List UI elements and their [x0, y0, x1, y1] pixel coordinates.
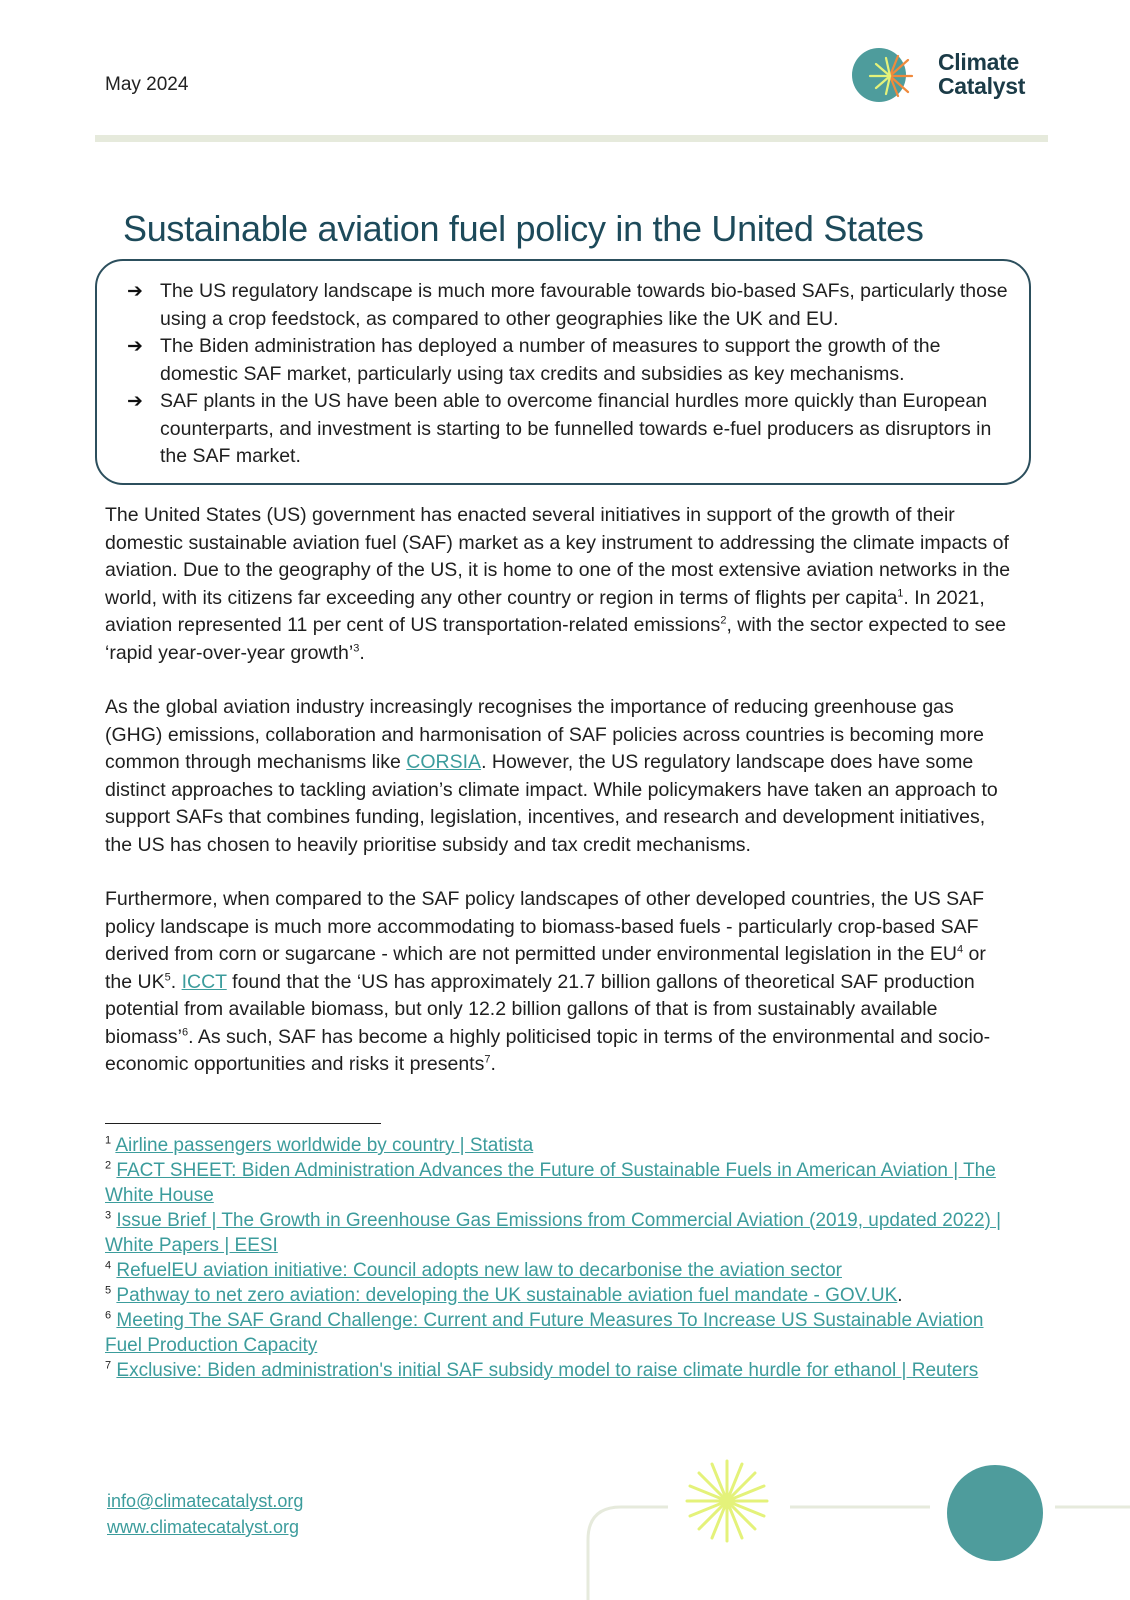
paragraph-3 — [105, 886, 1015, 1079]
footnote-item — [105, 1133, 1005, 1158]
footnote-number: 6 — [105, 1309, 112, 1322]
footnote-number: 5 — [105, 1284, 112, 1297]
paragraph-text: found that the ‘US has approximately 21.7 billion gallons of theoretical SAF production potential from available biomass, but only 12.2 billion gallons of that is from sustainably available biomass’ — [105, 970, 975, 1048]
footnote-number: 7 — [105, 1359, 112, 1372]
footnote-item — [105, 1158, 1005, 1208]
footnote-link[interactable]: Issue Brief | The Growth in Greenhouse Gas Emissions from Commercial Aviation (2019, updated 2022) | White Papers | EESI — [105, 1210, 1002, 1256]
climate-catalyst-logo — [852, 46, 1052, 104]
footnote-trail: . — [897, 1285, 903, 1306]
paragraph-text: or the UK — [105, 943, 986, 993]
footnote-ref-6: 6 — [181, 1026, 189, 1038]
paragraph-text: . — [359, 641, 365, 664]
footnote-item — [105, 1358, 1005, 1383]
footer-contact — [107, 1488, 303, 1540]
key-point-item — [127, 333, 1022, 388]
paragraph-text: The United States (US) government has enacted several initiatives in support of the growth of their domestic sustainable aviation fuel (SAF) market as a key instrument to addressing the climate impacts of aviation. Due to the geography of the US, it is home to one of the most extensive aviation networks in the world, with its citizens far exceeding any other country or region in terms of flights per capita — [105, 504, 1011, 609]
footnote-ref-4: 4 — [956, 943, 964, 956]
key-point-text: The Biden administration has deployed a number of measures to support the growth of the domestic SAF market, particularly using tax credits and subsidies as key mechanisms. — [160, 335, 941, 385]
footnote-link[interactable]: Exclusive: Biden administration's initial SAF subsidy model to raise climate hurdle for ethanol | Reuters — [116, 1360, 979, 1381]
footnote-ref-5: 5 — [164, 971, 171, 983]
footnotes — [105, 1133, 1005, 1383]
footnote-link[interactable]: Meeting The SAF Grand Challenge: Current and Future Measures To Increase US Sustainable Aviation Fuel Production Capacity — [105, 1310, 984, 1356]
footnote-number: 2 — [105, 1159, 112, 1172]
footnote-ref-2: 2 — [720, 614, 727, 627]
footer-curve-line — [588, 1507, 668, 1600]
key-point-text: The US regulatory landscape is much more favourable towards bio-based SAFs, particularly those using a crop feedstock, as compared to other geographies like the UK and EU. — [160, 280, 1008, 330]
paragraph-2 — [105, 694, 1015, 859]
paragraph-text: Furthermore, when compared to the SAF policy landscapes of other developed countries, the US SAF policy landscape is much more accommodating to biomass-based fuels - particularly crop-based SAF derived from corn or sugarcane - which are not permitted under environmental legislation in the EU — [105, 888, 985, 965]
arrow-right-icon: ➔ — [127, 281, 143, 302]
teal-circle-icon — [947, 1465, 1043, 1561]
logo-wordmark-line1: Climate — [938, 49, 1019, 75]
paragraph-text: . In 2021, aviation represented 11 per cent of US transportation-related emissions — [105, 586, 985, 636]
icct-link[interactable]: ICCT — [181, 970, 227, 993]
logo-wordmark-line2: Catalyst — [938, 73, 1026, 99]
logo-wordmark — [938, 50, 1025, 98]
footnote-item — [105, 1258, 1005, 1283]
paragraph-text: , with the sector expected to see ‘rapid year-over-year growth’ — [105, 614, 1007, 664]
arrow-right-icon: ➔ — [127, 391, 143, 412]
footnote-link[interactable]: Pathway to net zero aviation: developing the UK sustainable aviation fuel mandate - GOV.UK — [116, 1285, 898, 1306]
footnote-link[interactable]: FACT SHEET: Biden Administration Advances the Future of Sustainable Fuels in American Aviation | The White House — [105, 1160, 996, 1206]
footnote-link[interactable]: RefuelEU aviation initiative: Council adopts new law to decarbonise the aviation sector — [116, 1260, 842, 1281]
key-points-list — [127, 278, 1022, 471]
footnote-number: 4 — [105, 1259, 112, 1272]
key-points-box — [95, 259, 1031, 485]
sunburst-logo-icon — [868, 54, 916, 98]
header-rule — [95, 135, 1048, 142]
paragraph-text: . As such, SAF has become a highly politicised topic in terms of the environmental and socio-economic opportunities and risks it presents — [105, 1025, 991, 1075]
email-link[interactable]: info@climatecatalyst.org — [107, 1491, 304, 1511]
footnote-link[interactable]: Airline passengers worldwide by country | Statista — [115, 1135, 534, 1156]
footnote-ref-3: 3 — [353, 642, 360, 654]
paragraph-text: As the global aviation industry increasingly recognises the importance of reducing greenhouse gas (GHG) emissions, collaboration and harmonisation of SAF policies across countries is becoming more common through mechanisms like — [105, 696, 984, 773]
footnote-number: 1 — [105, 1134, 112, 1147]
key-point-item — [127, 388, 1022, 471]
paragraph-1 — [105, 502, 1015, 667]
body-text — [105, 502, 1015, 1106]
footnote-number: 3 — [105, 1209, 112, 1222]
key-point-item — [127, 278, 1022, 333]
website-link[interactable]: www.climatecatalyst.org — [107, 1517, 300, 1537]
key-point-text: SAF plants in the US have been able to overcome financial hurdles more quickly than European counterparts, and investment is starting to be funnelled towards e-fuel producers as disruptors in the SAF market. — [160, 390, 992, 467]
paragraph-text: . However, the US regulatory landscape does have some distinct approaches to tackling aviation’s climate impact. While policymakers have taken an approach to support SAFs that combines funding, legislation, incentives, and research and development initiatives, the US has chosen to heavily prioritise subsidy and tax credit mechanisms. — [105, 751, 998, 856]
paragraph-text: . — [170, 970, 182, 993]
document-date: May 2024 — [105, 74, 189, 95]
footnote-ref-7: 7 — [484, 1053, 491, 1066]
corsia-link[interactable]: CORSIA — [406, 751, 482, 773]
paragraph-text: . — [490, 1053, 496, 1075]
footnote-item — [105, 1308, 1005, 1358]
footnote-separator — [105, 1123, 381, 1124]
footnote-item — [105, 1283, 1005, 1308]
page-title: Sustainable aviation fuel policy in the United States — [123, 208, 924, 249]
arrow-right-icon: ➔ — [127, 336, 143, 357]
footnote-ref-1: 1 — [897, 587, 904, 599]
footnote-item — [105, 1208, 1005, 1258]
starburst-icon — [687, 1461, 767, 1541]
